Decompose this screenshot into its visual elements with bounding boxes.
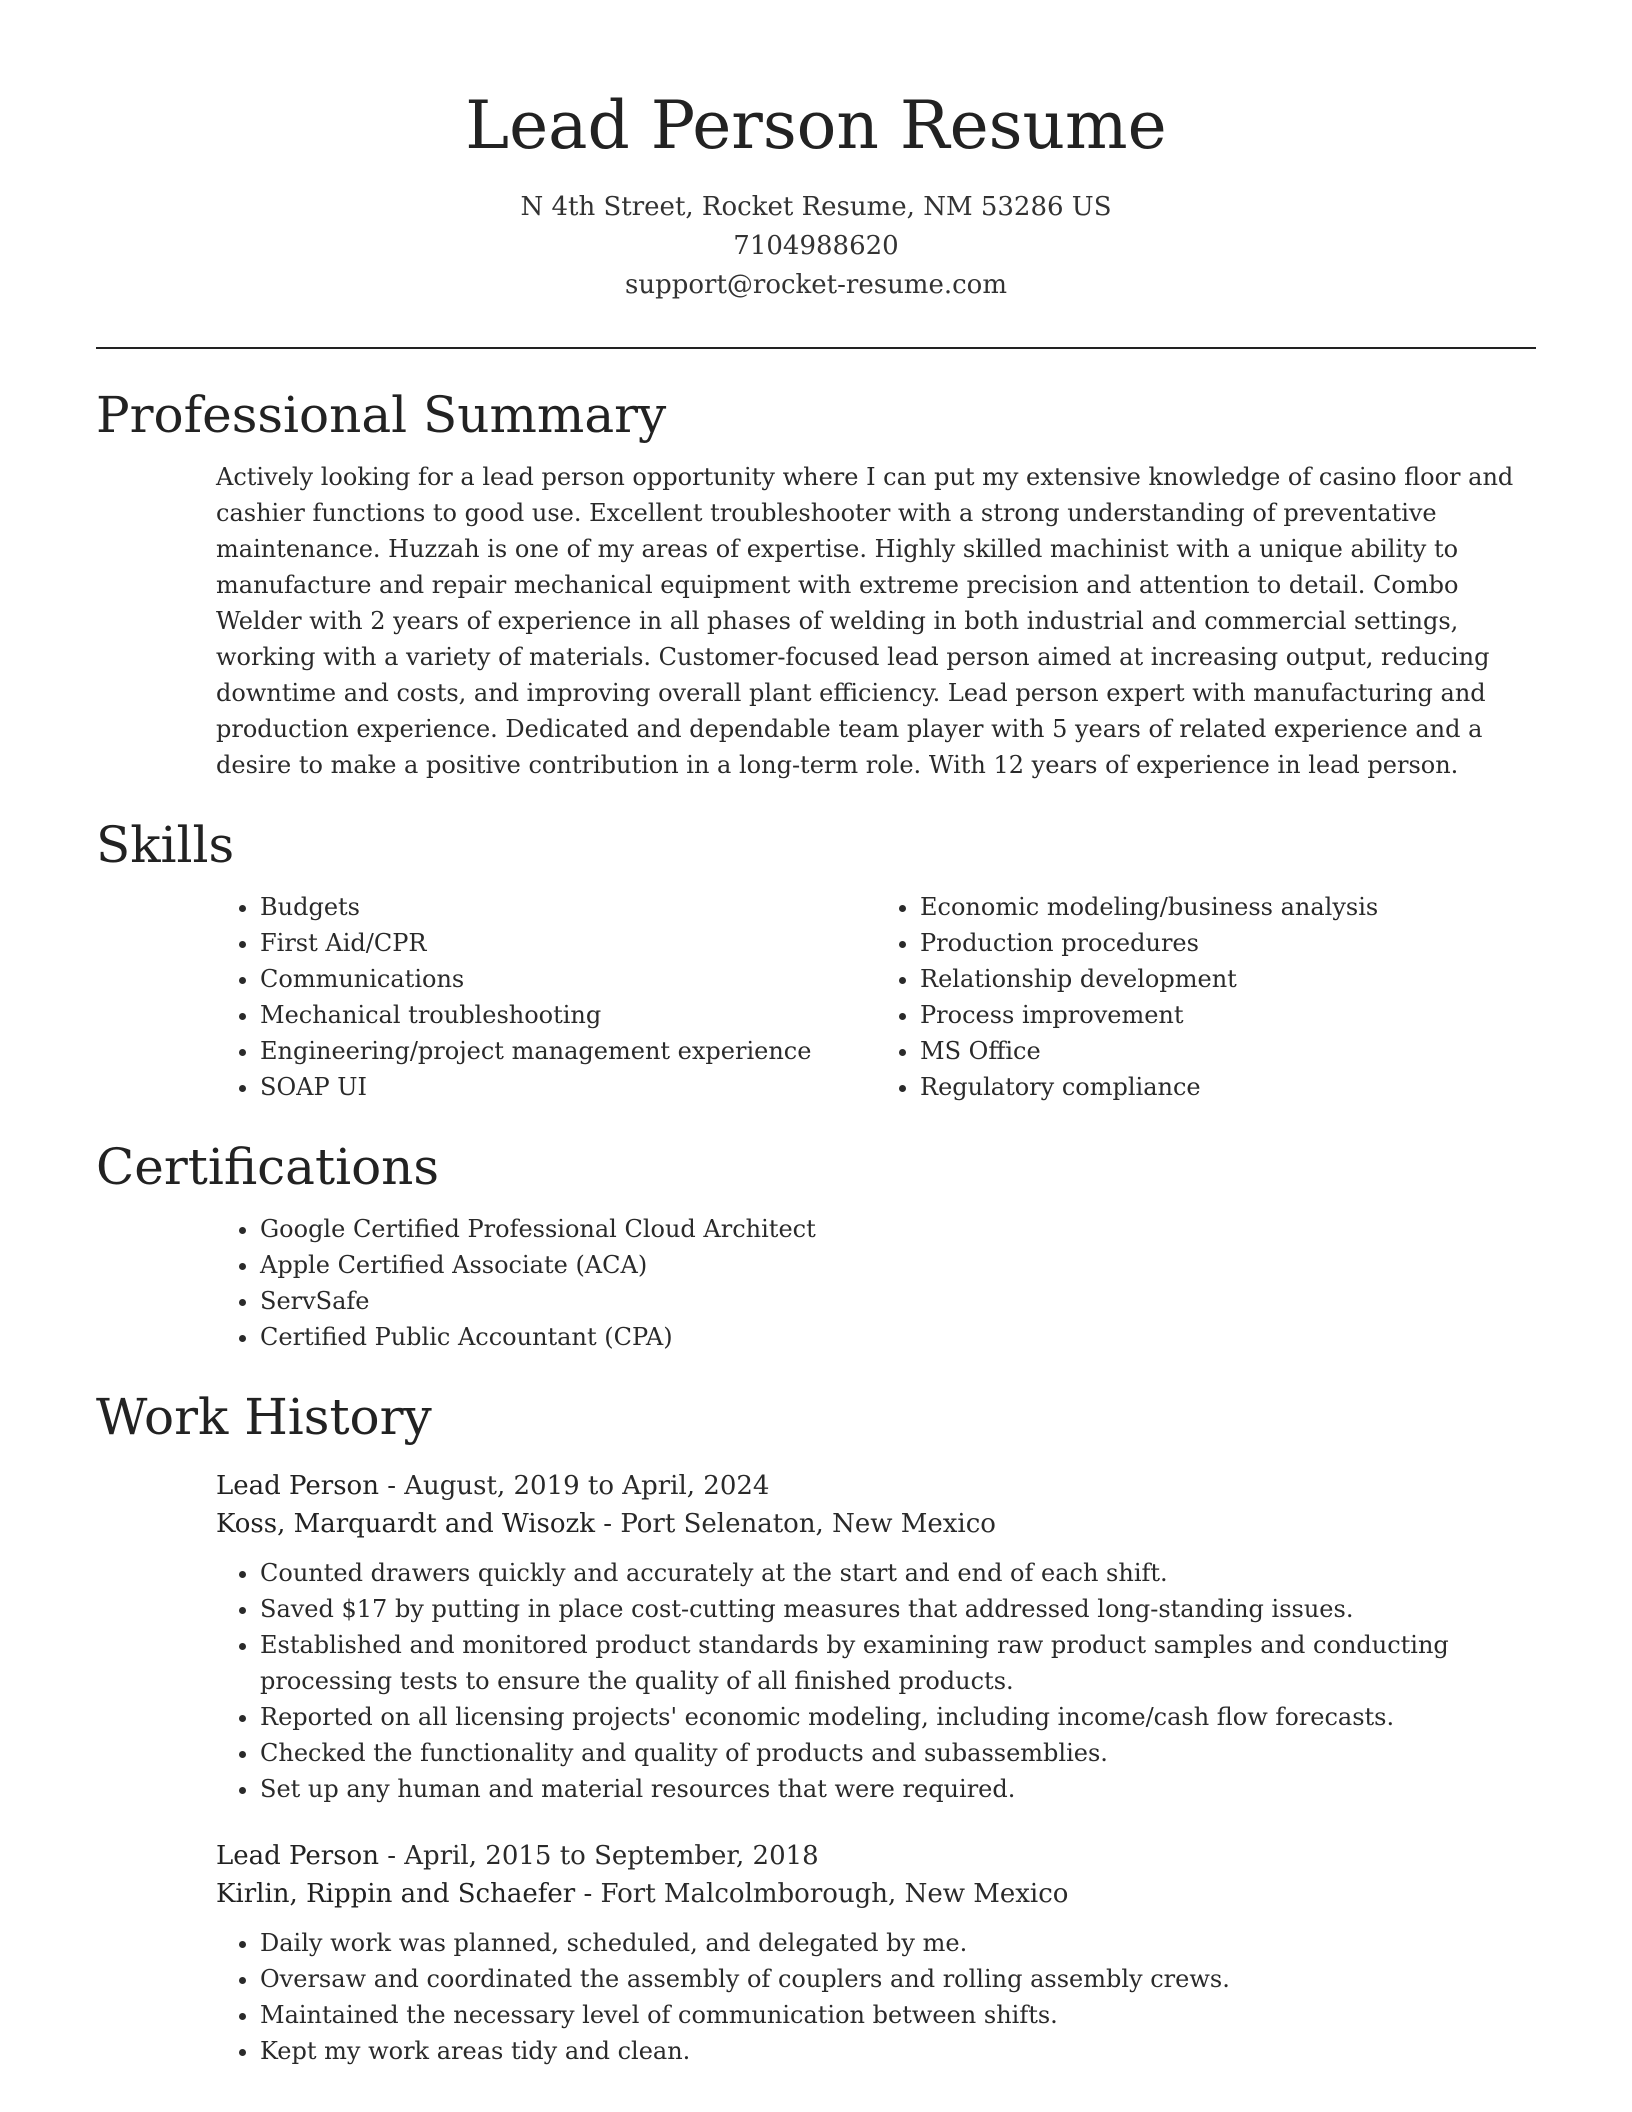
job-company-line — [216, 1875, 1536, 1913]
job-entry — [216, 1837, 1536, 2069]
work-history-section — [96, 1385, 1536, 2069]
job-title-line — [216, 1467, 1536, 1505]
skills-list-left — [216, 889, 876, 1105]
skill-item: • SOAP UI — [260, 1069, 876, 1105]
job-bullet: • Maintained the necessary level of communication between shifts. — [260, 1997, 1536, 2033]
header-divider — [96, 347, 1536, 349]
contact-block — [96, 188, 1536, 305]
job-bullet: • Counted drawers quickly and accurately at the start and end of each shift. — [260, 1555, 1536, 1591]
job-company: Kirlin, Rippin and Schaefer — [216, 1879, 576, 1909]
job-bullet: • Kept my work areas tidy and clean. — [260, 2033, 1536, 2069]
certification-item: • Certified Public Accountant (CPA) — [260, 1319, 1536, 1355]
skills-heading: Skills — [96, 816, 235, 874]
contact-address: N 4th Street, Rocket Resume, NM 53286 US — [520, 192, 1112, 222]
job-company: Koss, Marquardt and Wisozk — [216, 1509, 596, 1539]
certification-item: • Apple Certified Associate (ACA) — [260, 1247, 1536, 1283]
summary-heading: Professional Summary — [96, 386, 667, 444]
job-title-line — [216, 1837, 1536, 1875]
job-bullet: • Saved $17 by putting in place cost-cutting measures that addressed long-standing issues. — [260, 1591, 1536, 1627]
certifications-list — [216, 1211, 1536, 1355]
summary-section — [96, 383, 1536, 783]
job-bullet: • Established and monitored product standards by examining raw product samples and conducting processing tests to ensure the quality of all finished products. — [260, 1627, 1536, 1699]
contact-phone: 7104988620 — [733, 231, 899, 261]
job-entry — [216, 1467, 1536, 1807]
skill-item: • Regulatory compliance — [920, 1069, 1536, 1105]
skills-grid — [96, 877, 1536, 1105]
skill-item: • Process improvement — [920, 997, 1536, 1033]
job-bullet: • Checked the functionality and quality of products and subassemblies. — [260, 1735, 1536, 1771]
summary-text: Actively looking for a lead person opportunity where I can put my extensive knowledge of casino floor and cashier functions to good use. Excellent troubleshooter with a strong understanding of preventative maintenance. Huzzah is one of my areas of expertise. Highly skilled machinist with a unique ability to manufacture and repair mechanical equipment with extreme precision and attention to detail. Combo Welder with 2 years of experience in all phases of welding in both industrial and commercial settings, working with a variety of materials. Customer-focused lead person aimed at increasing output, reducing downtime and costs, and improving overall plant efficiency. Lead person expert with manufacturing and production experience. Dedicated and dependable team player with 5 years of related experience and a desire to make a positive contribution in a long-term role. With 12 years of experience in lead person. — [216, 463, 1514, 779]
job-location: - Port Selenaton, New Mexico — [595, 1509, 996, 1539]
certification-item: • ServSafe — [260, 1283, 1536, 1319]
job-bullet: • Set up any human and material resources that were required. — [260, 1771, 1536, 1807]
skill-item: • Engineering/project management experience — [260, 1033, 876, 1069]
certifications-heading: Certifications — [96, 1138, 440, 1196]
job-bullet: • Oversaw and coordinated the assembly of couplers and rolling assembly crews. — [260, 1961, 1536, 1997]
job-bullets — [216, 1925, 1536, 2069]
skill-item: • MS Office — [920, 1033, 1536, 1069]
job-bullet: • Reported on all licensing projects' economic modeling, including income/cash flow forecasts. — [260, 1699, 1536, 1735]
job-company-line — [216, 1505, 1536, 1543]
job-role: Lead Person — [216, 1841, 379, 1871]
skills-list-right — [876, 889, 1536, 1105]
skill-item: • Budgets — [260, 889, 876, 925]
skill-item: • First Aid/CPR — [260, 925, 876, 961]
job-location: - Fort Malcolmborough, New Mexico — [575, 1879, 1069, 1909]
skill-item: • Production procedures — [920, 925, 1536, 961]
certifications-section — [96, 1135, 1536, 1355]
resume-title: Lead Person Resume — [465, 87, 1167, 164]
skill-item: • Relationship development — [920, 961, 1536, 997]
job-role: Lead Person — [216, 1471, 379, 1501]
skill-item: • Economic modeling/business analysis — [920, 889, 1536, 925]
skill-item: • Communications — [260, 961, 876, 997]
contact-email: support@rocket-resume.com — [624, 270, 1007, 300]
resume-header — [96, 0, 1536, 305]
job-bullet: • Daily work was planned, scheduled, and delegated by me. — [260, 1925, 1536, 1961]
skill-item: • Mechanical troubleshooting — [260, 997, 876, 1033]
job-bullets — [216, 1555, 1536, 1807]
job-dates: - August, 2019 to April, 2024 — [378, 1471, 770, 1501]
job-dates: - April, 2015 to September, 2018 — [378, 1841, 819, 1871]
certification-item: • Google Certified Professional Cloud Architect — [260, 1211, 1536, 1247]
work-history-heading: Work History — [96, 1388, 432, 1446]
skills-section — [96, 813, 1536, 1105]
